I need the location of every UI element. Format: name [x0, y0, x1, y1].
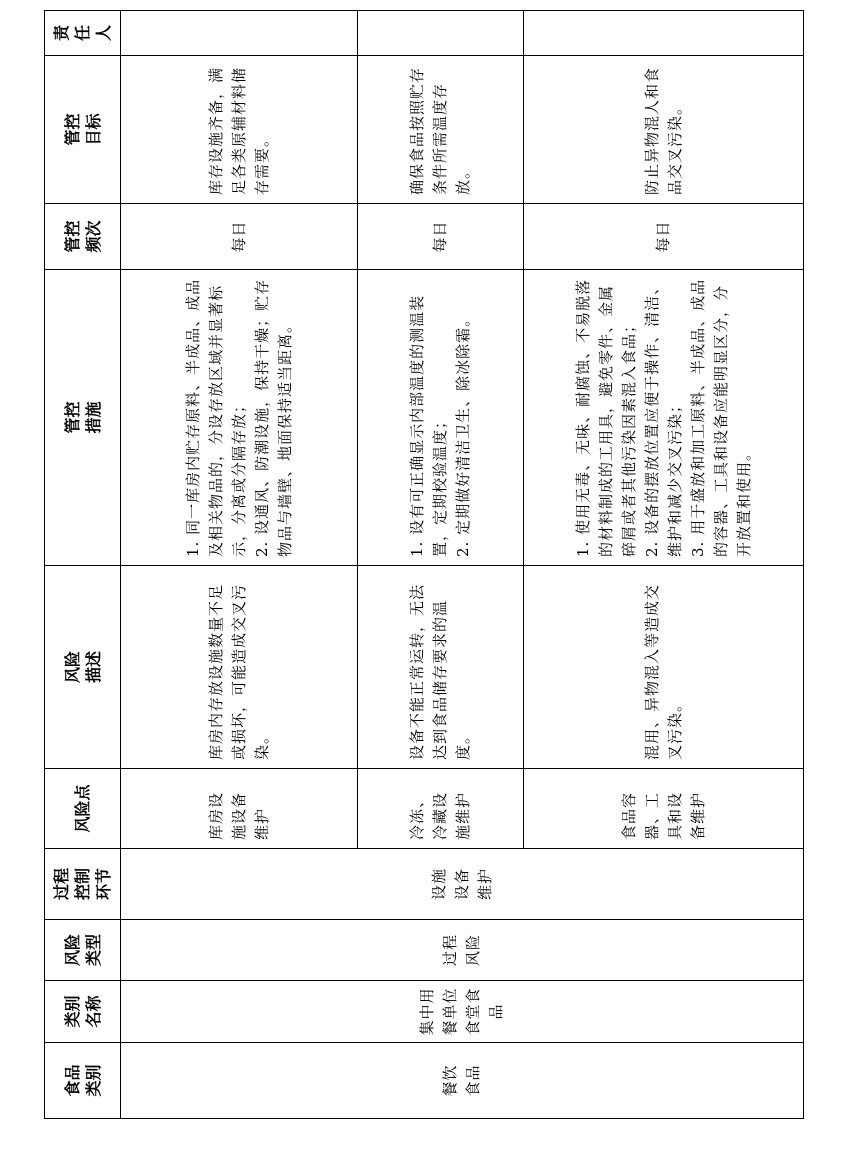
- control-frequency-cell: 每日: [358, 204, 524, 270]
- header-row: [45, 11, 121, 1119]
- table-row: [121, 11, 358, 1119]
- header-process-link: 过程 控制 环节: [45, 849, 121, 920]
- header-responsible-person: 责任 人: [45, 11, 121, 56]
- risk-type-cell: 过程风险: [121, 920, 804, 981]
- risk-point-cell: 库房设施设备维护: [121, 769, 358, 849]
- risk-point-cell: 食品容器、工具和设备维护: [524, 769, 804, 849]
- header-category-name: 类别 名称: [45, 981, 121, 1043]
- header-food-category: 食品 类别: [45, 1043, 121, 1119]
- header-risk-point: 风险点: [45, 769, 121, 849]
- responsible-person-cell: [121, 11, 358, 56]
- header-risk-description: 风险 描述: [45, 566, 121, 769]
- risk-description-cell: 设备不能正常运转，无法达到食品储存要求的温度。: [358, 566, 524, 769]
- risk-description-cell: 库房内存放设施数量不足或损坏，可能造成交叉污染。: [121, 566, 358, 769]
- header-risk-type: 风险 类型: [45, 920, 121, 981]
- control-measures-cell: 1. 同一库房内贮存原料、半成品、成品及相关物品的，分设存放区域并显著标示，分离或分隔存放； 2. 设通风、防潮设施，保持干燥；贮存物品与墙壁、地面保持适当距离。: [121, 270, 358, 566]
- header-control-frequency: 管控 频次: [45, 204, 121, 270]
- control-measures-cell: 1. 设有可正确显示内部温度的测温装置，定期校验温度； 2. 定期做好清洁卫生、除冰除霜。: [358, 270, 524, 566]
- responsible-person-cell: [358, 11, 524, 56]
- risk-description-cell: 混用、异物混入等造成交叉污染。: [524, 566, 804, 769]
- food-category-cell: 餐饮食品: [121, 1043, 804, 1119]
- control-target-cell: 防止异物混人和食品交叉污染。: [524, 56, 804, 204]
- header-control-target: 管控 目标: [45, 56, 121, 204]
- process-link-cell: 设施设备维护: [121, 849, 804, 920]
- risk-point-cell: 冷冻、冷藏设施维护: [358, 769, 524, 849]
- risk-control-table: [44, 10, 804, 1119]
- responsible-person-cell: [524, 11, 804, 56]
- control-frequency-cell: 每日: [121, 204, 358, 270]
- header-control-measures: 管控 措施: [45, 270, 121, 566]
- control-measures-cell: 1. 使用无毒、无味、耐腐蚀、不易脱落的材料制成的工用具，避免零件、金属碎屑或者其他污染因素混入食品； 2. 设备的摆放位置应便于操作、清洁、维护和减少交叉污染； 3. 用于盛放和加工原料、半成品、成品的容器、工具和设备应能明显区分，分开放置和使用。: [524, 270, 804, 566]
- control-target-cell: 确保食品按照贮存条件所需温度存放。: [358, 56, 524, 204]
- control-target-cell: 库存设施齐备，满足各类原辅材料储存需要。: [121, 56, 358, 204]
- control-frequency-cell: 每日: [524, 204, 804, 270]
- category-name-cell: 集中用餐单位食堂食品: [121, 981, 804, 1043]
